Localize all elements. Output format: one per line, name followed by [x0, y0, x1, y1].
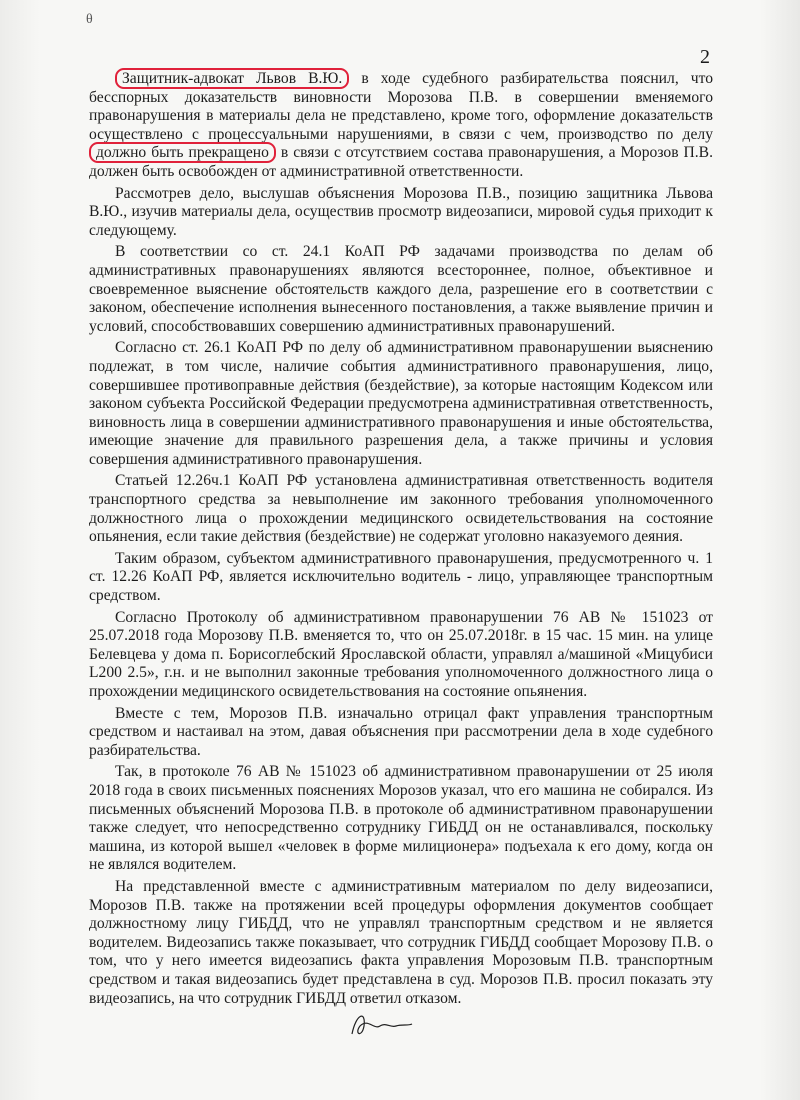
paragraph-video-record: На представленной вместе с административным материалом по делу видеозаписи, Морозов П.В. также на протяжении всей процедуры оформления документов сообщает должностному лицу ГИБДД, что не управлял транспортным средством и не является водителем. Видеозапись также показывает, что сотрудник ГИБДД сообщает Морозову П.В. о том, что у него имеется видеозапись факта управления Морозовым П.В. транспортным средством и такая видеозапись будет представлена в суд. Морозов П.В. просил показать эту видеозапись, на что сотрудник ГИБДД ответил отказом.	[89, 877, 713, 1007]
signature	[346, 1004, 416, 1044]
paragraph-subject-of-offense: Таким образом, субъектом административного правонарушения, предусмотренного ч. 1 ст. 12.26 КоАП РФ, является исключительно водитель - лицо, управляющее транспортным средством.	[89, 549, 713, 605]
paragraph-article-12-26: Статьей 12.26ч.1 КоАП РФ установлена административная ответственность водителя транспортного средства за невыполнение им законного требования уполномоченного должностного лица о прохождении медицинского освидетельствования на состояние опьянения, если такие действия (бездействие) не содержат уголовно наказуемого деяния.	[89, 472, 713, 546]
document-body	[89, 70, 713, 1011]
paragraph-text: в ходе судебного разбирательства пояснил, что бесспорных доказательств виновности Морозова П.В. в совершении вменяемого правонарушения в материалы дела не представлено, кроме того, оформление доказательств осуществлено с процессуальными нарушениями, в связи с чем, производство по делу	[89, 70, 713, 143]
paragraph-text: в связи с отсутствием состава правонарушения, а Морозов П.В. должен быть освобожден от административной ответственности.	[89, 144, 713, 180]
paragraph-article-24-1: В соответствии со ст. 24.1 КоАП РФ задачами производства по делам об административных правонарушениях являются всестороннее, полное, объективное и своевременное выяснение обстоятельств каждого дела, разрешение его в соответствии с законом, обеспечение исполнения вынесенного постановления, а также выявление причин и условий, способствовавших совершению административных правонарушений.	[89, 243, 713, 335]
paragraph-article-26-1: Согласно ст. 26.1 КоАП РФ по делу об административном правонарушении выяснению подлежат, в том числе, наличие события административного правонарушения, лицо, совершившее противоправные действия (бездействие), за которые настоящим Кодексом или законом субъекта Российской Федерации предусмотрена административная ответственность, виновность лица в совершении административного правонарушения и иные обстоятельства, имеющие значение для правильного разрешения дела, а также причины и условия совершения административного правонарушения.	[89, 339, 713, 468]
corner-mark: θ	[86, 12, 93, 27]
paragraph-written-explanations: Так, в протоколе 76 АВ № 151023 об административном правонарушении от 25 июля 2018 года в своих письменных пояснениях Морозов указал, что его машина не собирался. Из письменных объяснений Морозова П.В. в протоколе об административном правонарушении также следует, что непосредственно сотруднику ГИБДД он не останавливался, поскольку машина, из которой вышел «человек в форме милиционера» подъехала к его дому, когда он не являлся водителем.	[89, 763, 713, 874]
highlighted-defender-name: Защитник-адвокат Львов В.Ю.	[115, 68, 349, 89]
page-number: 2	[700, 46, 710, 68]
paragraph-considering-case: Рассмотрев дело, выслушав объяснения Морозова П.В., позицию защитника Львова В.Ю., изучив материалы дела, осуществив просмотр видеозаписи, мировой судья приходит к следующему.	[89, 184, 713, 239]
paragraph-denial: Вместе с тем, Морозов П.В. изначально отрицал факт управления транспортным средством и настаивал на этом, давая объяснения при рассмотрении дела в ходе судебного разбирательства.	[89, 704, 713, 759]
paragraph-protocol: Согласно Протоколу об административном правонарушении 76 АВ № 151023 от 25.07.2018 года Морозову П.В. вменяется то, что он 25.07.2018г. в 15 час. 15 мин. на улице Белевцева у дома п. Борисоглебский Ярославской области, управлял а/машиной «Мицубиси L200 2.5», г.н. и не выполнил законные требования уполномоченного должностного лица о прохождении медицинского освидетельствования на состояние опьянения.	[89, 608, 713, 700]
highlighted-must-be-terminated: должно быть прекращено	[89, 142, 276, 163]
paragraph-defense-statement	[89, 70, 713, 182]
